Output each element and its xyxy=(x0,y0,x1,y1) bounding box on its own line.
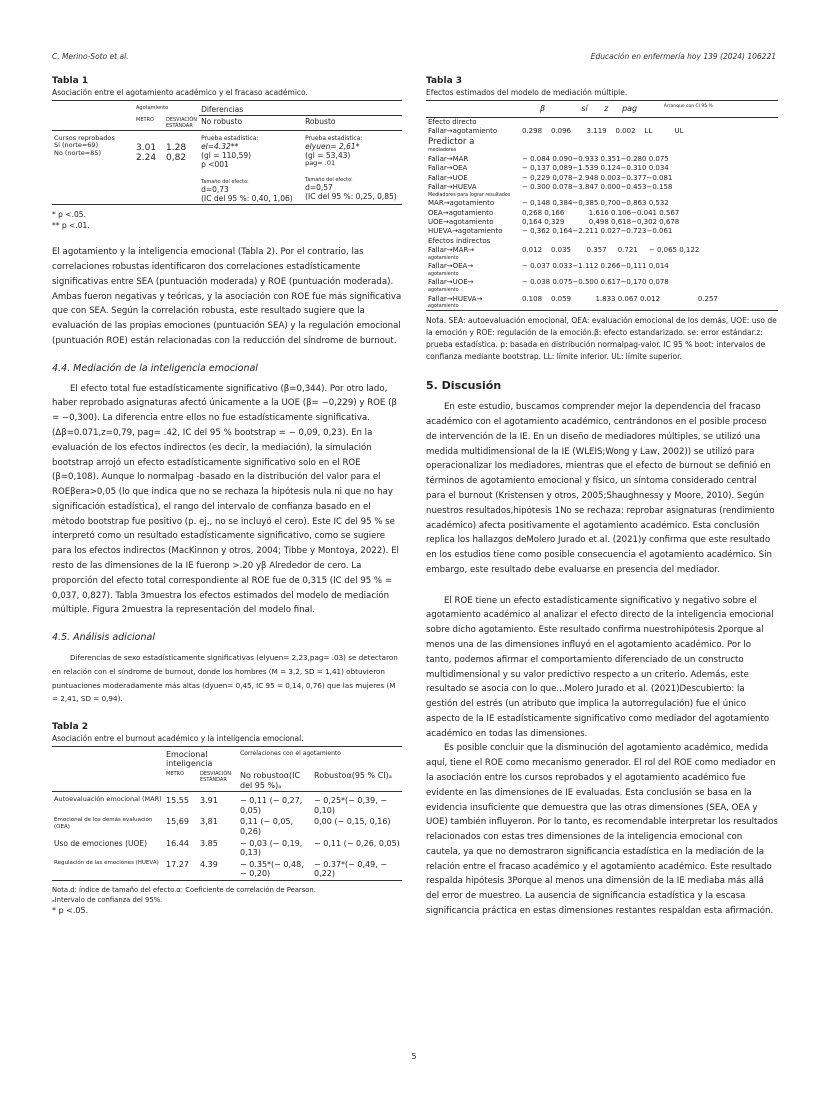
t3-row-label: Mediadores para lograr resultados xyxy=(428,192,511,198)
table-row xyxy=(426,218,778,227)
t1-head-de: DESVIACIÓN ESTÁNDAR xyxy=(166,116,198,129)
table-row xyxy=(426,236,778,245)
t3-row-label: Fallar→HUEVA→ xyxy=(428,294,483,303)
table-row: Emocional de los demás evaluación (OEA) 15,69 3,81 0,11 (− 0,05, 0,26) 0,00 (− 0,15, 0,16) xyxy=(54,817,391,836)
running-header-authors: C. Merino-Soto et al. xyxy=(52,52,129,61)
t1-robusto-cell: Prueba estadística: elyuen= 2,61* (gl = 53,43) pag= .01 Tamaño del efecto: d=0,57 (IC del 95 %: 0,25, 0,85) xyxy=(303,130,402,204)
section-4-4-heading: 4.4. Mediación de la inteligencia emocional xyxy=(52,362,258,374)
t3-row-values: − 0,229 0,078−2.948 0.003−0.377−0.081 xyxy=(522,173,673,182)
table-row xyxy=(426,227,778,236)
t1-m-no: 2.24 xyxy=(136,153,157,164)
table-3-title: Tabla 3 xyxy=(426,76,463,86)
left-column xyxy=(52,76,402,917)
table-2-grid xyxy=(52,746,402,881)
t3-row-label: Fallar→MAR→ xyxy=(428,246,475,255)
left-paragraph-3: Diferencias de sexo estadísticamente significativas (elyuen= 2,23,pag= .03) se detectaron en relación con el síndrome de burnout, donde los hombres (M = 3,2, SD = 1,41) obtuvieron puntuaciones moderadamente más altas (dyuen= 0,45, IC 95 = 0,14, 0,76) que las mujeres (M = 2,41, SD = 0,94). xyxy=(52,653,398,704)
t3-row-label: agotamiento xyxy=(428,255,459,261)
t3-row-values: − 0.037 0.033−1.112 0.266−0,111 0,014 xyxy=(522,262,669,271)
t3-row-values xyxy=(520,192,778,199)
table-row xyxy=(426,294,778,303)
table-row xyxy=(426,118,778,127)
table-3-body xyxy=(426,118,778,312)
right-paragraph-2: El ROE tiene un efecto estadísticamente significativo y negativo sobre el agotamiento académico al analizar el efecto directo de la inteligencia emocional sobre dicho agotamiento. Este resultado confirma nuestrohipótesis 2porque al menos una de las dimensiones influyó en el agotamiento académico. Por lo tanto, podemos afirmar el comportamiento diferenciado de un constructo multidimensional y su valor predictivo respecto a un criterio. Además, este resultado se asocia con lo que...Molero Jurado et al. (2021)Descubierto: la gestión del estrés (un atributo que implica la autorregulación) fue el único aspecto de la IE estadísticamente significativo como mediador del agotamiento académico en todas las dimensiones. xyxy=(426,595,774,739)
t3-row-label: MAR→agotamiento xyxy=(428,199,495,208)
table-row xyxy=(426,278,778,287)
table-2-title: Tabla 2 xyxy=(52,721,89,732)
section-5-heading: 5. Discusión xyxy=(426,379,502,393)
t1-head-no-robusto: No robusto xyxy=(199,116,303,131)
t3-row-values: 0.012 0.035 0.357 0.721 − 0,065 0,122 xyxy=(522,246,700,255)
t3-row-values: 0,164 0,329 0,498 0,618−0,302 0,678 xyxy=(522,218,680,227)
left-paragraph-1: El agotamiento y la inteligencia emocional (Tabla 2). Por el contrario, las correlaciones robustas identificaron dos correlaciones estadísticamente significativas entre SEA (puntuación moderada) y ROE (puntuación moderada). Ambas fueron negativas y teóricas, y la asociación con ROE fue más significativa que con SEA. Según la correlación robusta, este resultado sugiere que la evaluación de las propias emociones (puntuación SEA) y la regulación emocional (puntuación ROE) están relacionadas con la reducción del síndrome de burnout. xyxy=(52,247,402,346)
right-paragraph-1: En este estudio, buscamos comprender mejor la dependencia del fracaso académico con el agotamiento académico, centrándonos en el posible proceso de intervención de la IE. En un diseño de mediadores múltiples, se utilizó una medida multidimensional de la IE (WLEIS;Wong y Law, 2002)) se utilizó para operacionalizar los mediadores, mientras que el efecto de burnout se definió en términos de agotamiento emocional y físico, un síntoma considerado central para el burnout (Kristensen y otros, 2005;Shaughnessy y Moore, 2010). Según nuestros resultados,hipótesis 1No se rechaza: reprobar asignaturas (rendimiento académico) afecta positivamente el agotamiento académico. Esta conclusión replica los hallazgos deMolero Jurado et al. (2021)y confirma que este resultado en los estudios tiene como posible consecuencia el agotamiento académico. Sin embargo, este resultado debe evaluarse en presencia del mediador. xyxy=(426,402,775,575)
t1-row-cursos: Cursos reprobados Sí (norte=69) No (norte=85) xyxy=(52,130,134,204)
t3-row-label: mediadores xyxy=(428,148,457,154)
t3-row-label: Fallar→MAR xyxy=(428,154,469,163)
t3-row-label: Fallar→OEA→ xyxy=(428,262,474,271)
table-row xyxy=(426,173,778,182)
table-2 xyxy=(52,722,402,918)
t1-head-diferencias: Diferencias xyxy=(199,101,402,116)
table-1-notes: * p <.05. ** p <.01. xyxy=(52,209,90,230)
table-row xyxy=(426,304,778,311)
t2-head-nr: No robustoα(IC del 95 %)ₐ xyxy=(238,770,312,792)
table-3-note: Nota. SEA: autoevaluación emocional, OEA: evaluación emocional de los demás, UOE: uso de la emoción y ROE: regulación de la emoción.β: efecto estandarizado. se: error estándar.z: prueba estadística. p: basada en distribución normalpag-valor. IC 95 % boot: intervalos de confianza mediante bootstrap. LL: límite inferior. UL: límite superior. xyxy=(426,316,777,362)
t1-head-robusto: Robusto xyxy=(303,116,402,131)
t3-row-label: Fallar→HUEVA xyxy=(428,183,477,192)
t3-row-label: Fallar→UOE xyxy=(428,173,468,182)
table-1-grid xyxy=(52,100,402,205)
t3-row-values: 0,268 0,166 1.616 0.106−0.041 0.567 xyxy=(522,208,680,217)
table-row: Regulación de las emociones (HUEVA) 17.27 4.39 − 0.35*(− 0,48, − 0,20) − 0.37*(− 0,49, − 0,22) xyxy=(52,859,402,881)
t3-head-p: pag xyxy=(620,101,662,118)
t3-row-values xyxy=(520,287,778,294)
t3-row-values: 0.298 0.096 3.119 0.002 LL UL xyxy=(522,127,684,136)
table-row xyxy=(426,183,778,192)
t3-row-values xyxy=(520,271,778,278)
t3-head-beta: β xyxy=(520,101,579,118)
table-row: Autoevaluación emocional (MAR) 15.55 3.91 − 0,11 (− 0,27, 0,05) − 0,25*(− 0,39, − 0,10) xyxy=(54,795,388,815)
table-2-caption: Asociación entre el burnout académico y la inteligencia emocional. xyxy=(52,733,304,743)
t1-no-robusto-cell: Prueba estadística: el=4.32** (gl = 110,59) p <001 Tamaño del efecto: d=0,73 (IC del 95 %: 0,40, 1,06) xyxy=(199,130,303,204)
t1-sd-no: 0,82 xyxy=(166,153,187,164)
t3-row-label: Predictor a xyxy=(428,136,475,147)
table-row xyxy=(426,208,778,217)
table-row xyxy=(426,154,778,163)
t3-row-values xyxy=(520,236,778,245)
t3-head-se: sí xyxy=(579,101,602,118)
t3-row-label: Fallar→agotamiento xyxy=(428,127,498,136)
t3-head-ci: Arranque con CI 95 % xyxy=(662,101,778,118)
t3-row-values: − 0,362 0,164−2.211 0.027−0.723−0.061 xyxy=(522,227,673,236)
t3-row-label: Efectos indirectos xyxy=(428,236,491,245)
table-row xyxy=(426,255,778,262)
t1-head-metro: METRO xyxy=(134,116,164,131)
t3-row-values: − 0.300 0.078−3.847 0.000−0.453−0.158 xyxy=(522,183,673,192)
table-row xyxy=(426,271,778,278)
t3-row-label: Fallar→UOE→ xyxy=(428,278,474,287)
t3-row-values xyxy=(520,148,778,155)
table-row xyxy=(426,136,778,147)
page-number: 5 xyxy=(411,1052,417,1061)
t1-sd-si: 1.28 xyxy=(166,142,187,153)
t3-row-values: − 0,137 0,089−1.539 0.124−0.310 0.034 xyxy=(522,164,669,173)
t1-head-agotamiento: Agotamiento xyxy=(134,101,199,116)
table-row xyxy=(426,199,778,208)
t3-row-label: agotamiento xyxy=(428,271,459,277)
table-3 xyxy=(426,76,778,363)
t1-m-si: 3.01 xyxy=(136,142,157,153)
t3-row-values: − 0.084 0.090−0.933 0.351−0.280 0.075 xyxy=(522,154,669,163)
t3-row-label: OEA→agotamiento xyxy=(428,208,494,217)
t3-row-values xyxy=(520,136,778,147)
running-header-journal: Educación en enfermería hoy 139 (2024) 106221 xyxy=(590,52,776,61)
t3-row-values xyxy=(520,255,778,262)
table-row: Uso de emociones (UOE) 16.44 3.85 − 0,03 (− 0,19, 0,13) − 0,11 (− 0,26, 0,05) xyxy=(54,838,400,858)
t3-row-values: − 0,148 0,384−0,385 0,700−0,863 0,532 xyxy=(522,199,669,208)
t2-head-de: DESVIACIÓN ESTÁNDAR xyxy=(198,770,238,792)
table-row xyxy=(426,246,778,255)
t3-row-values: − 0.038 0.075−0.500 0.617−0,170 0,078 xyxy=(522,278,669,287)
t3-row-label: Efecto directo xyxy=(428,118,477,127)
table-3-caption: Efectos estimados del modelo de mediación múltiple. xyxy=(426,88,628,97)
table-row xyxy=(426,164,778,173)
table-2-notes: Nota.d: índice de tamaño del efecto.α: Coeficiente de correlación de Pearson. ₐIntervalo de confianza del 95%. * p <.05. xyxy=(52,885,316,916)
t2-head-ie: Emocional inteligencia xyxy=(164,746,238,770)
table-row xyxy=(426,262,778,271)
table-row xyxy=(426,287,778,294)
t3-row-label: agotamiento xyxy=(428,287,459,293)
right-paragraph-3: Es posible concluir que la disminución del agotamiento académico, medida aquí, tiene el ROE como mecanismo generador. El rol del ROE como mediador en la asociación entre los cursos reprobados y el agotamiento académico fue evidente en las dimensiones de IE evaluadas. Esta conclusión se basa en la evidencia insuficiente que demuestra que las otras dimensiones (SEA, OEA y UOE) también influyeron. Por lo tanto, es recomendable interpretar los resultados relacionados con estas tres dimensiones de la inteligencia emocional con cautela, ya que no demostraron significancia estadística en la mediación de la relación entre el fracaso académico y el agotamiento académico. Este resultado respalda hipótesis 3Porque al menos una dimensión de la IE mediaba más allá del error de muestreo. La ausencia de significancia estadística y la escasa significancia práctica en estas dimensiones restantes respaldan esta afirmación. xyxy=(426,743,778,917)
t3-row-label: HUEVA→agotamiento xyxy=(428,227,503,236)
table-1-title: Tabla 1 xyxy=(52,76,89,86)
section-4-5-heading: 4.5. Análisis adicional xyxy=(52,632,155,644)
table-row xyxy=(426,192,778,199)
table-1 xyxy=(52,76,402,231)
t3-row-label: UOE→agotamiento xyxy=(428,218,494,227)
t2-head-metro: METRO xyxy=(164,770,198,792)
table-row xyxy=(426,127,778,136)
t3-row-values: 0.108 0.059 1.833 0.067 0.012 0.257 xyxy=(522,294,718,303)
t3-row-values xyxy=(520,118,778,127)
left-paragraph-2: El efecto total fue estadísticamente significativo (β=0,344). Por otro lado, haber reprobado asignaturas afectó únicamente a la UOE (β= −0,229) y ROE (β = −0,300). La diferencia entre ellos no fue estadísticamente significativa. (Δβ=0.071,z=0,79, pag= .42, IC del 95 % bootstrap = − 0,09, 0,23). En la evaluación de los efectos indirectos (es decir, la mediación), la simulación bootstrap arrojó un efecto estadísticamente significativo solo en el ROE (β=0,108). Aunque lo normalpag -basado en la distribución del valor para el ROEβera>0,05 (lo que indica que no se rechaza la hipótesis nula ni que no hay significación estadística), el rango del intervalo de confianza basado en el método bootstrap fue positivo (p. ej., no se incluyó el cero). Este IC del 95 % se interpretó como un resultado estadísticamente significativo, como se sugiere para los efectos indirectos (MacKinnon y otros, 2004; Tibbe y Montoya, 2022). El resto de las dimensiones de la IE fueronp >.20 yβ Alrededor de cero. La proporción del efecto total correspondiente al ROE fue de 0,315 (IC del 95 % = 0,037, 0,827). Tabla 3muestra los efectos estimados del modelo de mediación múltiple. Figura 2muestra la representación del modelo final. xyxy=(52,383,399,616)
t3-row-label: Fallar→OEA xyxy=(428,164,468,173)
right-column xyxy=(426,76,778,919)
t3-row-label: agotamiento xyxy=(426,304,520,311)
t2-head-corr: Correlaciones con el agotamiento xyxy=(238,746,402,770)
t3-head-z: z xyxy=(602,101,620,118)
table-row xyxy=(426,148,778,155)
t3-row-values xyxy=(520,304,778,311)
table-3-grid xyxy=(426,100,778,118)
table-1-caption: Asociación entre el agotamiento académico y el fracaso académico. xyxy=(52,88,308,97)
t2-head-r: Robustoα(95 % CI)ₐ xyxy=(312,770,402,792)
